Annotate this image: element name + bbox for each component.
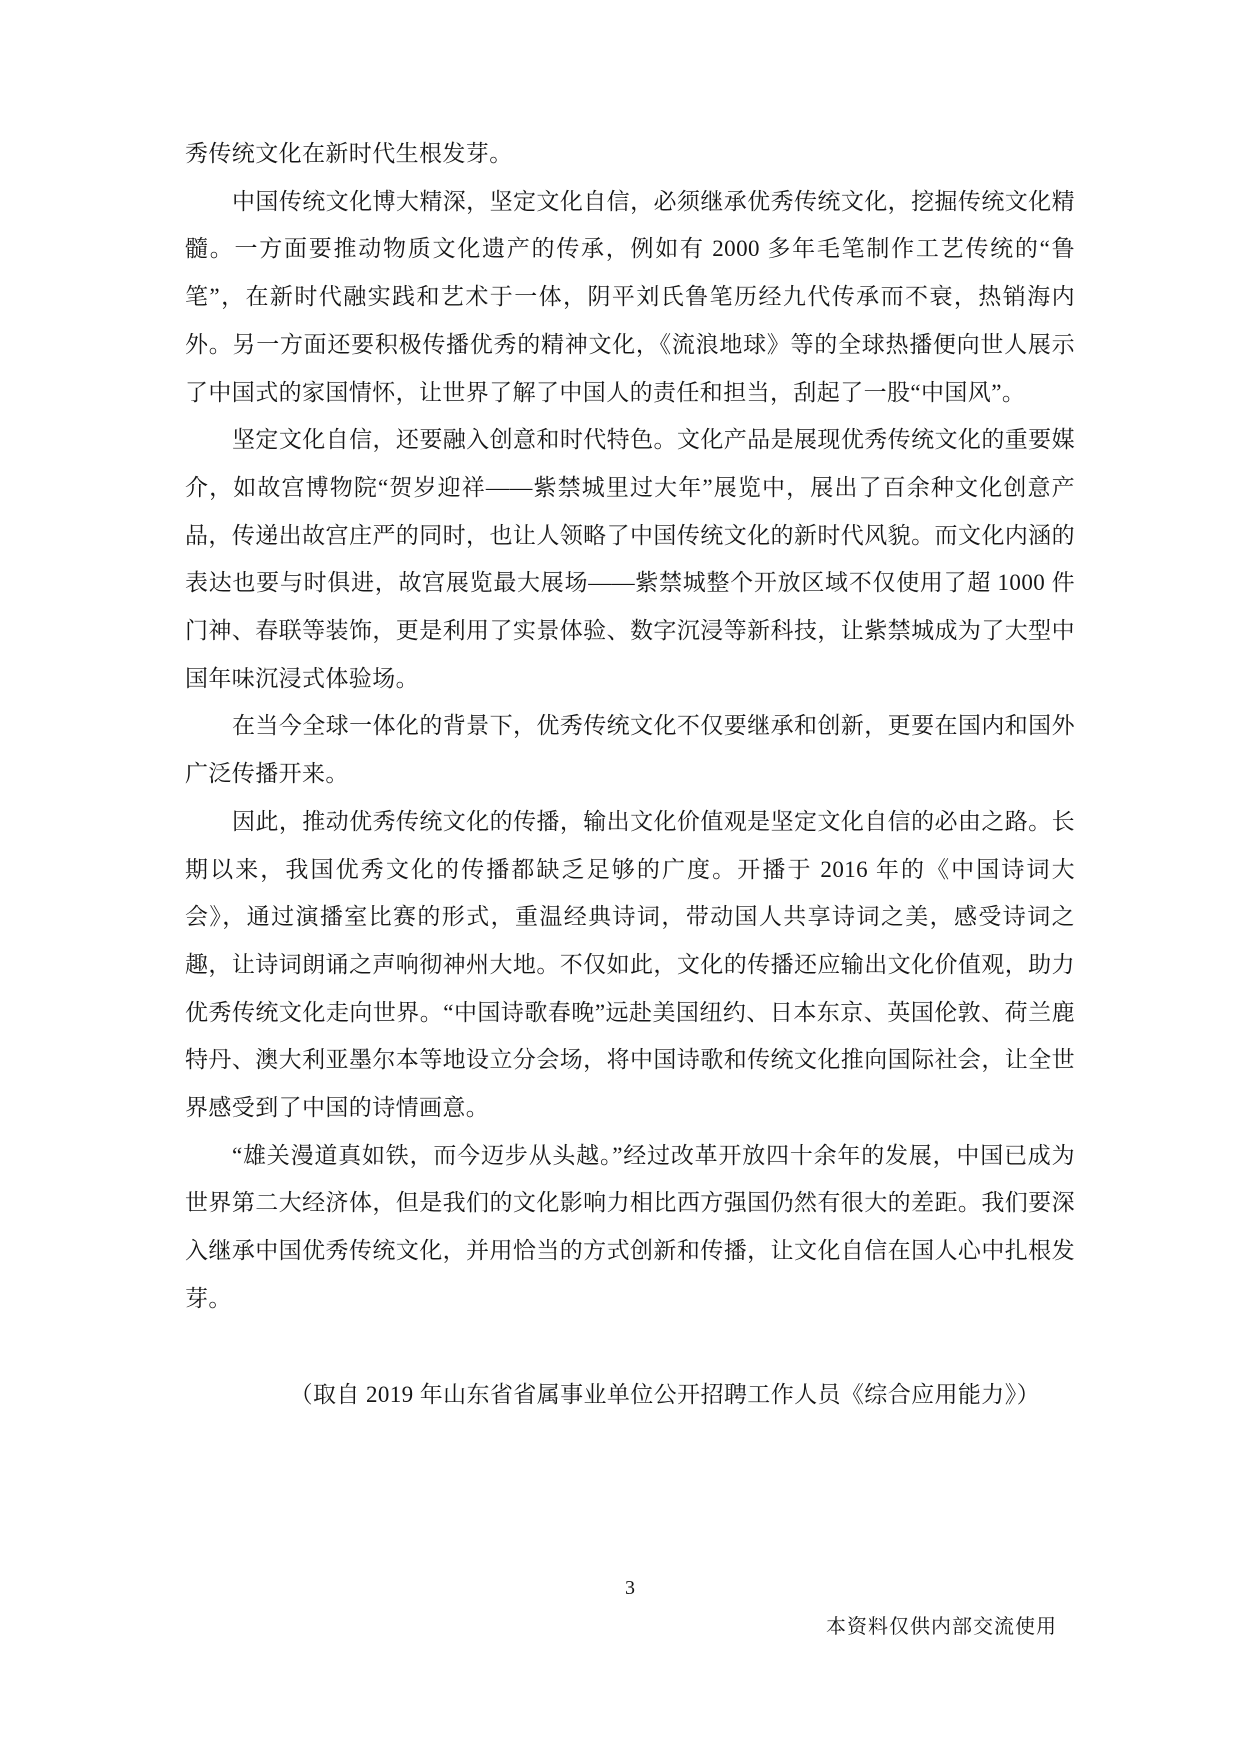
- body-paragraph-continuation: 秀传统文化在新时代生根发芽。: [185, 141, 513, 166]
- document-body: [185, 130, 1075, 1418]
- body-paragraph: 中国传统文化博大精深，坚定文化自信，必须继承优秀传统文化，挖掘传统文化精髓。一方面要推动物质文化遗产的传承，例如有 2000 多年毛笔制作工艺传统的“鲁笔”，在新时代融实践和艺术于一体，阴平刘氏鲁笔历经九代传承而不衰，热销海内外。另一方面还要积极传播优秀的精神文化，《流浪地球》等的全球热播便向世人展示了中国式的家国情怀，让世界了解了中国人的责任和担当，刮起了一股“中国风”。: [185, 188, 1075, 405]
- body-paragraph: “雄关漫道真如铁，而今迈步从头越。”经过改革开放四十余年的发展，中国已成为世界第二大经济体，但是我们的文化影响力相比西方强国仍然有很大的差距。我们要深入继承中国优秀传统文化，并用恰当的方式创新和传播，让文化自信在国人心中扎根发芽。: [185, 1142, 1075, 1311]
- footer-note: 本资料仅供内部交流使用: [826, 1616, 1057, 1638]
- body-paragraph: 坚定文化自信，还要融入创意和时代特色。文化产品是展现优秀传统文化的重要媒介，如故宫博物院“贺岁迎祥——紫禁城里过大年”展览中，展出了百余种文化创意产品，传递出故宫庄严的同时，也让人领略了中国传统文化的新时代风貌。而文化内涵的表达也要与时俱进，故宫展览最大展场——紫禁城整个开放区域不仅使用了超 1000 件门神、春联等装饰，更是利用了实景体验、数字沉浸等新科技，让紫禁城成为了大型中国年味沉浸式体验场。: [185, 427, 1075, 691]
- source-citation: （取自 2019 年山东省省属事业单位公开招聘工作人员《综合应用能力》）: [289, 1381, 1040, 1407]
- body-paragraph: 在当今全球一体化的背景下，优秀传统文化不仅要继承和创新，更要在国内和国外广泛传播开来。: [185, 713, 1075, 787]
- body-paragraph: 因此，推动优秀传统文化的传播，输出文化价值观是坚定文化自信的必由之路。长期以来，我国优秀文化的传播都缺乏足够的广度。开播于 2016 年的《中国诗词大会》，通过演播室比赛的形式，重温经典诗词，带动国人共享诗词之美，感受诗词之趣，让诗词朗诵之声响彻神州大地。不仅如此，文化的传播还应输出文化价值观，助力优秀传统文化走向世界。“中国诗歌春晚”远赴美国纽约、日本东京、英国伦敦、荷兰鹿特丹、澳大利亚墨尔本等地设立分会场，将中国诗歌和传统文化推向国际社会，让全世界感受到了中国的诗情画意。: [185, 808, 1075, 1121]
- page-number: 3: [625, 1577, 635, 1599]
